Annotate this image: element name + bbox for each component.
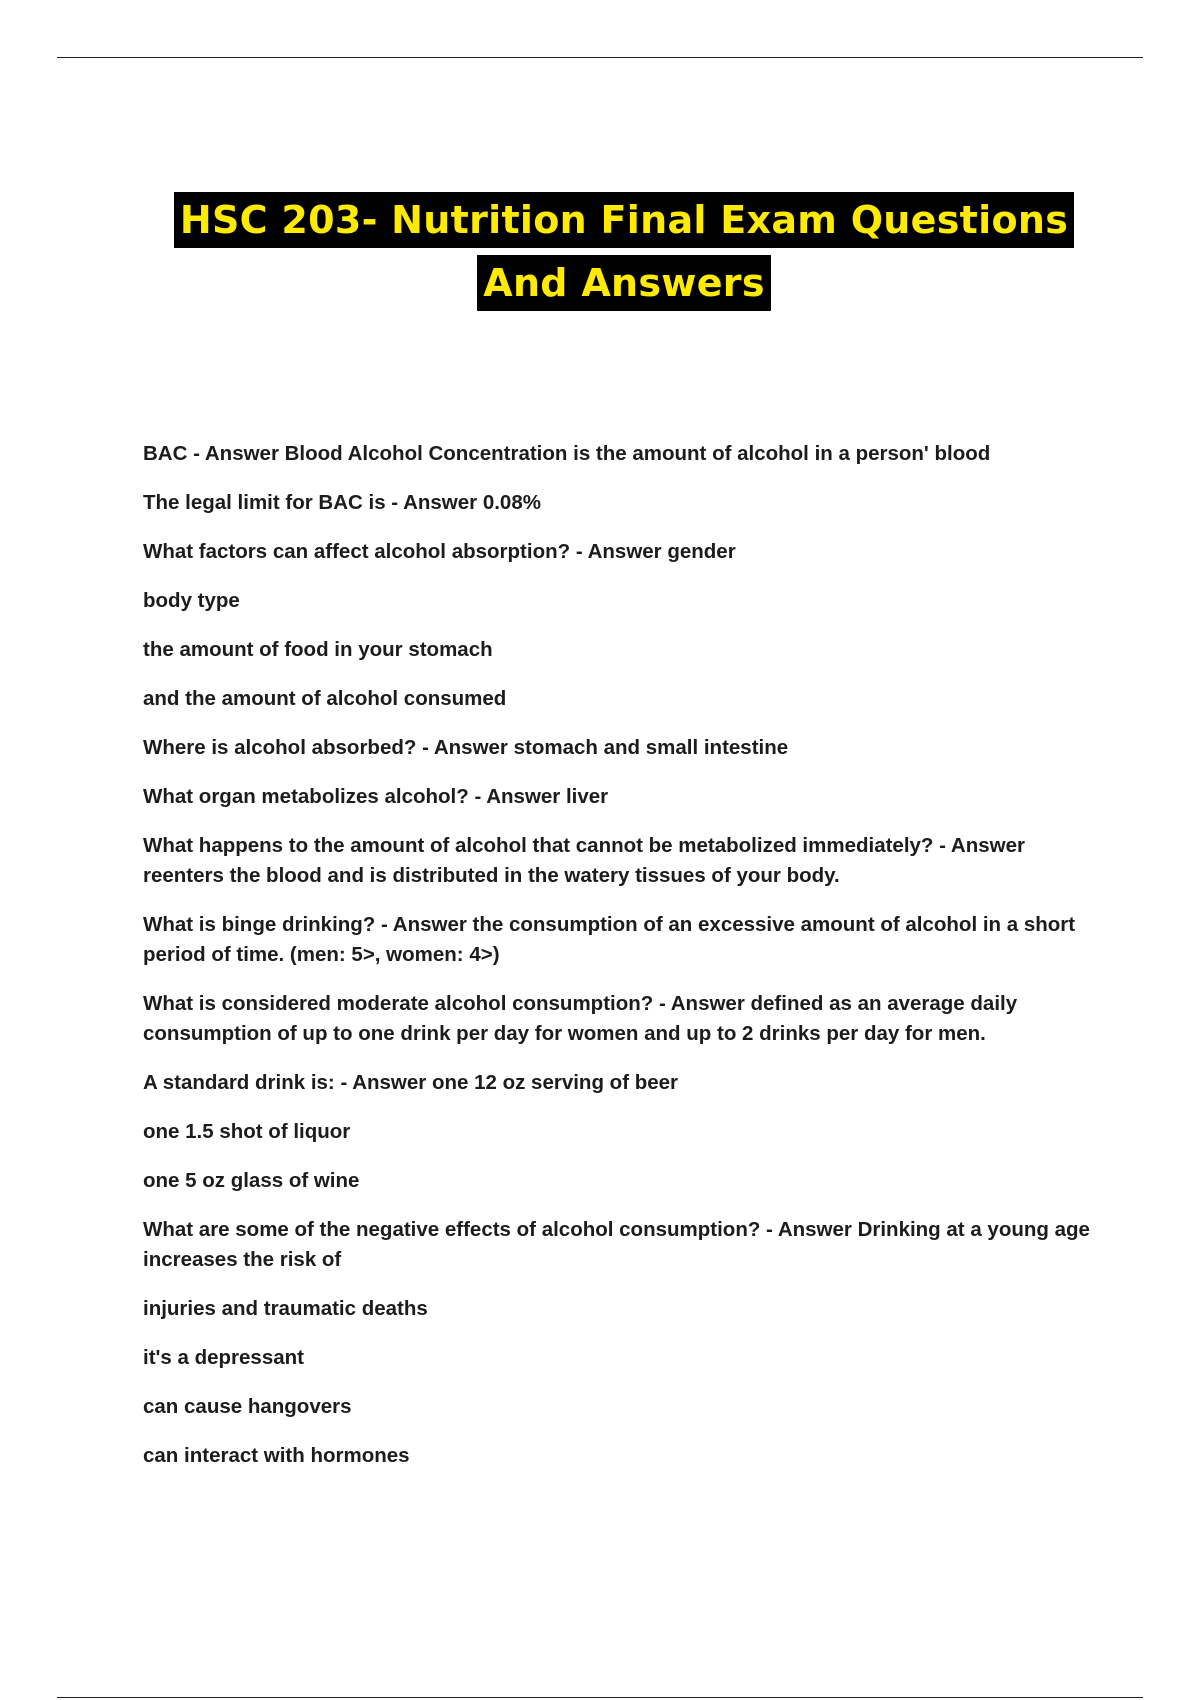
qa-entry-moderate-consumption: What is considered moderate alcohol consumption? - Answer defined as an average daily consumption of up to one drink per day for women and up to 2 drinks per day for men. — [143, 992, 1018, 1045]
title-line-2: And Answers — [477, 255, 771, 311]
top-divider — [57, 57, 1143, 58]
qa-entry-bac: BAC - Answer Blood Alcohol Concentration is the amount of alcohol in a person' blood — [143, 442, 991, 465]
qa-entry-alcohol-amount: and the amount of alcohol consumed — [143, 687, 507, 710]
bottom-divider — [57, 1697, 1143, 1698]
qa-list — [143, 439, 1103, 1490]
qa-entry-standard-drink: A standard drink is: - Answer one 12 oz serving of beer — [143, 1071, 679, 1094]
qa-entry-metabolizing-organ: What organ metabolizes alcohol? - Answer liver — [143, 785, 609, 808]
qa-entry-negative-effects: What are some of the negative effects of alcohol consumption? - Answer Drinking at a young age increases the risk of — [143, 1218, 1090, 1271]
title-line-1: HSC 203- Nutrition Final Exam Questions — [174, 192, 1074, 248]
qa-entry-depressant: it's a depressant — [143, 1346, 304, 1369]
qa-entry-absorption-factors: What factors can affect alcohol absorption? - Answer gender — [143, 540, 736, 563]
qa-entry-absorption-site: Where is alcohol absorbed? - Answer stomach and small intestine — [143, 736, 789, 759]
qa-entry-food-amount: the amount of food in your stomach — [143, 638, 493, 661]
qa-entry-wine: one 5 oz glass of wine — [143, 1169, 360, 1192]
qa-entry-legal-limit: The legal limit for BAC is - Answer 0.08% — [143, 491, 541, 514]
document-title — [0, 192, 1200, 311]
qa-entry-binge-drinking: What is binge drinking? - Answer the consumption of an excessive amount of alcohol in a short period of time. (men: 5>, women: 4>) — [143, 913, 1076, 966]
qa-entry-hangovers: can cause hangovers — [143, 1395, 352, 1418]
qa-entry-liquor: one 1.5 shot of liquor — [143, 1120, 351, 1143]
qa-entry-body-type: body type — [143, 589, 240, 612]
qa-entry-hormones: can interact with hormones — [143, 1444, 410, 1467]
qa-entry-injuries: injuries and traumatic deaths — [143, 1297, 428, 1320]
qa-entry-unmetabolized-alcohol: What happens to the amount of alcohol that cannot be metabolized immediately? - Answer reenters the blood and is distributed in the watery tissues of your body. — [143, 834, 1025, 887]
